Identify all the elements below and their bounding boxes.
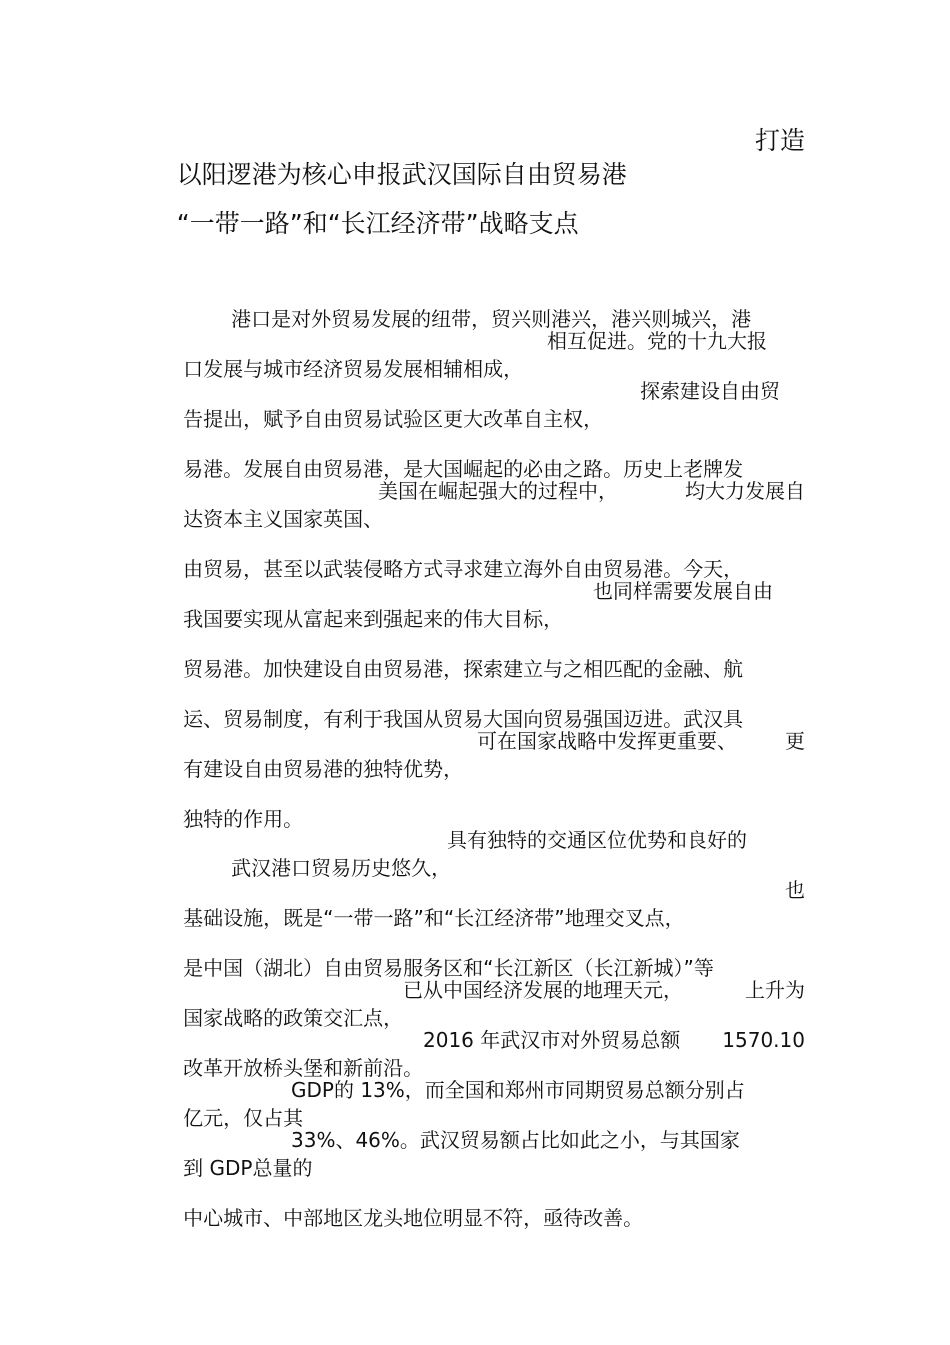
- line-text: 到 GDP总量的: [183, 1156, 313, 1180]
- line-text: 口发展与城市经济贸易发展相辅相成，: [183, 357, 524, 381]
- line-text: 独特的作用。: [183, 807, 304, 831]
- line-text: 均大力发展自: [685, 479, 805, 503]
- line-text: 已从中国经济发展的地理天元，: [403, 978, 683, 1002]
- line-text: 具有独特的交通区位优势和良好的: [447, 828, 747, 852]
- line-text: 告提出，赋予自由贸易试验区更大改革自主权，: [183, 407, 604, 431]
- line-text: 2016 年武汉市对外贸易总额: [423, 1028, 681, 1052]
- line-text: 改革开放桥头堡和新前沿。: [183, 1056, 424, 1080]
- line-text: 更: [785, 729, 805, 753]
- line-text: 33%、46%。武汉贸易额占比如此之小，与其国家: [291, 1128, 740, 1152]
- line-text: 中心城市、中部地区龙头地位明显不符，亟待改善。: [183, 1206, 644, 1230]
- line-text: 由贸易，甚至以武装侵略方式寻求建立海外自由贸易港。今天，: [183, 557, 744, 581]
- line-text: 达资本主义国家英国、: [183, 507, 384, 531]
- line-text: 可在国家战略中发挥更重要、: [477, 729, 737, 753]
- line-text: 也: [785, 878, 805, 902]
- text-line: [145, 1176, 805, 1260]
- line-text: 美国在崛起强大的过程中，: [378, 479, 618, 503]
- line-text: 相互促进。党的十九大报: [547, 329, 767, 353]
- line-text: 1570.10: [722, 1028, 805, 1052]
- title-text-end: 打造: [754, 126, 805, 155]
- line-text: 有建设自由贸易港的独特优势，: [183, 757, 464, 781]
- line-text: 易港。发展自由贸易港，是大国崛起的必由之路。历史上老牌发: [183, 457, 744, 481]
- line-text: 运、贸易制度，有利于我国从贸易大国向贸易强国迈进。武汉具: [183, 707, 744, 731]
- line-text: 贸易港。加快建设自由贸易港，探索建立与之相匹配的金融、航: [183, 657, 744, 681]
- line-text: 上升为: [745, 978, 805, 1002]
- title-text: 以阳逻港为核心申报武汉国际自由贸易港: [176, 160, 627, 189]
- title-subtext: “一带一路”和“长江经济带”战略支点: [176, 209, 579, 238]
- line-text: 也同样需要发展自由: [593, 579, 773, 603]
- line-text: 国家战略的政策交汇点，: [183, 1006, 404, 1030]
- title-line-2: [145, 173, 805, 275]
- line-text: 亿元，仅占其: [183, 1106, 304, 1130]
- line-text: 我国要实现从富起来到强起来的伟大目标，: [183, 607, 564, 631]
- line-text: GDP的 13%，而全国和郑州市同期贸易总额分别占: [291, 1078, 745, 1102]
- line-text: 武汉港口贸易历史悠久，: [231, 856, 452, 880]
- line-text: 探索建设自由贸: [640, 379, 780, 403]
- line-text: 是中国（湖北）自由贸易服务区和“长江新区（长江新城）”等: [183, 956, 714, 980]
- line-text: 基础设施，既是“一带一路”和“长江经济带”地理交叉点，: [183, 906, 685, 930]
- line-text: 港口是对外贸易发展的纽带，贸兴则港兴，港兴则城兴，港: [231, 307, 752, 331]
